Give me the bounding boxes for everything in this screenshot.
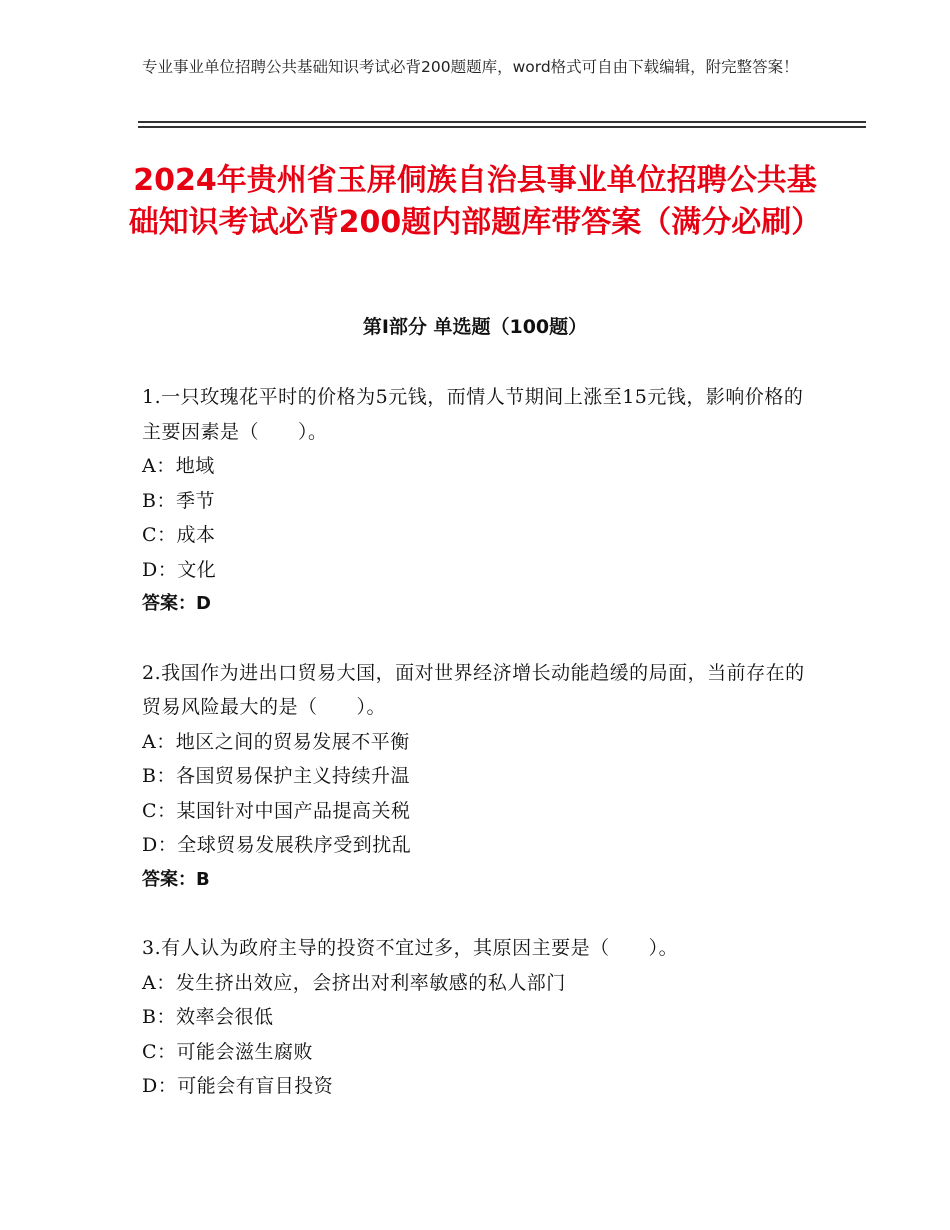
option-c: C：可能会滋生腐败 (142, 1040, 314, 1063)
header-rule-bottom (138, 126, 866, 128)
header-rule-top (138, 121, 866, 123)
question-1 (142, 380, 812, 622)
option-a: A：发生挤出效应，会挤出对利率敏感的私人部门 (142, 971, 566, 994)
question-stem: 3.有人认为政府主导的投资不宜过多，其原因主要是（ ）。 (142, 937, 679, 959)
option-c: C：成本 (142, 524, 216, 546)
answer: 答案：D (142, 593, 211, 614)
option-b: B：各国贸易保护主义持续升温 (142, 765, 410, 787)
question-stem: 2.我国作为进出口贸易大国，面对世界经济增长动能趋缓的局面，当前存在的贸易风险最大的是（ ）。 (142, 661, 805, 718)
question-2 (142, 656, 812, 898)
question-list (142, 380, 812, 1138)
header-note: 专业事业单位招聘公共基础知识考试必背200题题库，word格式可自由下载编辑，附完整答案！ (142, 58, 799, 76)
document-title: 2024年贵州省玉屏侗族自治县事业单位招聘公共基础知识考试必背200题内部题库带答案（满分必刷） (128, 163, 822, 240)
option-d: D：全球贸易发展秩序受到扰乱 (142, 834, 412, 856)
section-title: 第Ⅰ部分 单选题（100题） (362, 316, 588, 338)
option-b: B：季节 (142, 489, 215, 512)
question-stem: 1.一只玫瑰花平时的价格为5元钱，而情人节期间上涨至15元钱，影响价格的主要因素是（ ）。 (142, 386, 804, 443)
option-a: A：地域 (142, 455, 215, 477)
answer: 答案：B (142, 868, 210, 890)
question-3 (142, 931, 812, 1104)
option-b: B：效率会很低 (142, 1006, 274, 1028)
option-d: D：可能会有盲目投资 (142, 1075, 334, 1097)
option-d: D：文化 (142, 558, 217, 581)
option-c: C：某国针对中国产品提高关税 (142, 799, 411, 822)
option-a: A：地区之间的贸易发展不平衡 (142, 730, 410, 753)
